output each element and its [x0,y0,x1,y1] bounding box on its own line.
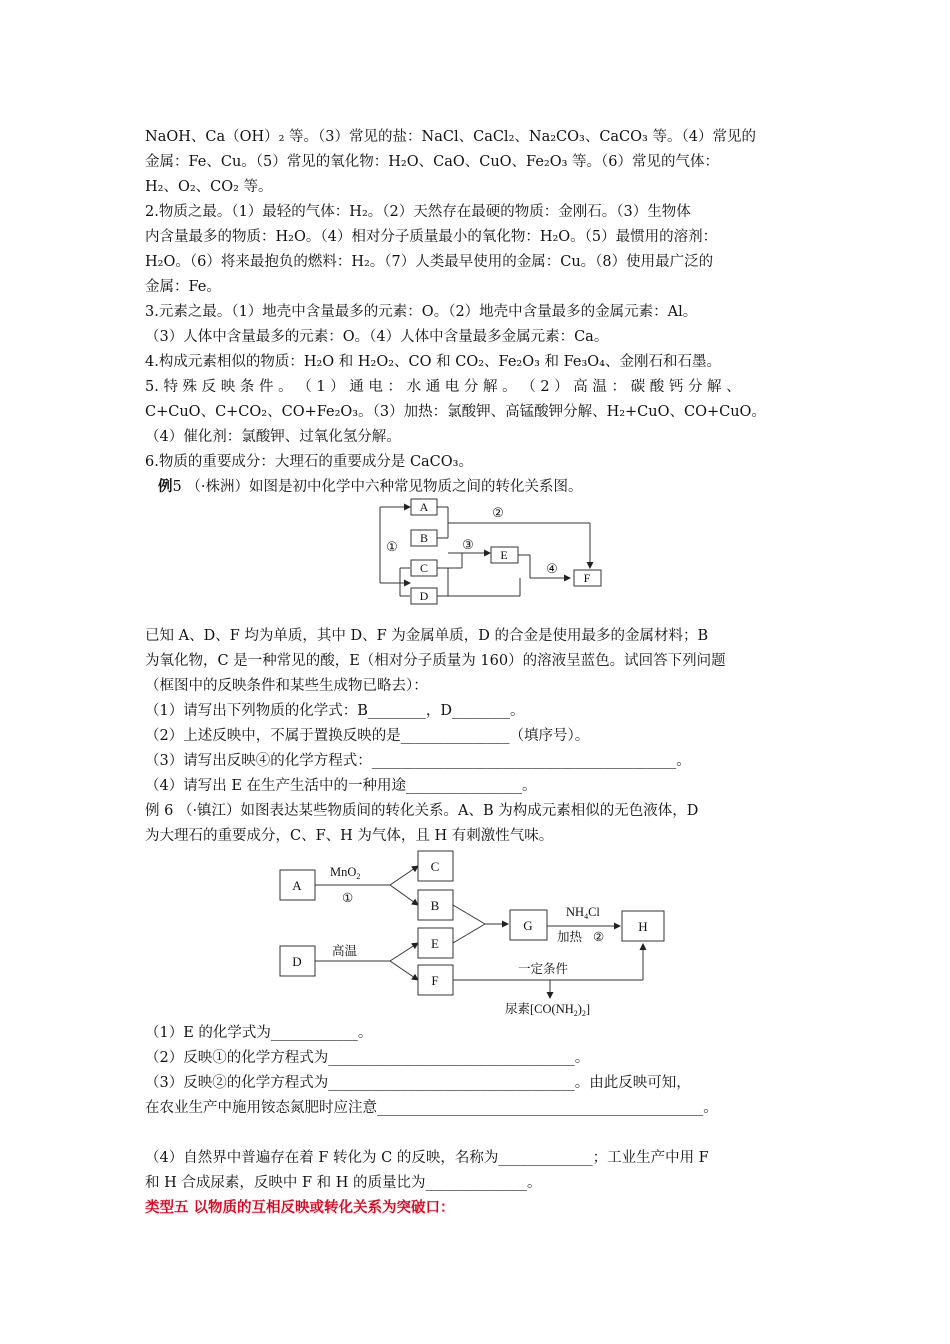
ex6-question-4: （4）自然界中普遍存在着 F 转化为 C 的反映，名称为_____________；工业生产中用 F [145,1150,709,1166]
jiare-label: 加热 [557,930,583,944]
type-5-heading: 类型五 以物质的互相反映或转化关系为突破口： [145,1200,455,1216]
nh4cl-label [566,905,600,921]
node-c-label: C [419,561,429,575]
reaction6-1-label: ① [342,891,354,905]
text-line-9: （3）人体中含量最多的元素：O。（4）人体中含量最多金属元素：Ca。 [145,329,609,345]
reaction-3-label: ③ [462,537,474,552]
ex6-question-2: （2）反映①的化学方程式为__________________________________。 [145,1050,590,1066]
tiaojian-label: 一定条件 [518,962,569,976]
example-6-diagram [270,848,690,1020]
example-5-diagram [370,495,610,610]
node-d-label: D [419,589,429,603]
urea-sub2: 2 [581,1009,586,1018]
urea-a: 尿素[CO(NH [505,1002,574,1016]
ex6-question-3b: 在农业生产中施用铵态氮肥时应注意_____________________________________________。 [145,1100,718,1116]
text-line-12: C+CuO、C+CO₂、CO+Fe₂O₃。（3）加热：氯酸钾、高锰酸钾分解、H₂+CuO、CO+CuO。 [145,404,766,420]
text-line-2: 金属：Fe、Cu。（5）常见的氧化物：H₂O、CaO、CuO、Fe₂O₃ 等。（6）常见的气体： [145,154,719,170]
node6-g-label: G [523,918,533,933]
text-line-6: H₂O。（6）将来最抱负的燃料：H₂。（7）人类最早使用的金属：Cu。（8）使用最广泛的 [145,254,714,270]
text-line-4: 2.物质之最。（1）最轻的气体：H₂。（2）天然存在最硬的物质：金刚石。（3）生物体 [145,204,691,220]
gaowen-label: 高温 [332,944,358,958]
ex6-line-2: 为大理石的重要成分，C、F、H 为气体，且 H 有刺激性气味。 [145,828,554,844]
text-line-13: （4）催化剂：氯酸钾、过氧化氢分解。 [145,429,401,445]
ex6-question-4b: 和 H 合成尿素，反映中 F 和 H 的质量比为______________。 [145,1175,542,1191]
node6-d-label: D [292,954,302,969]
node6-c-label: C [430,859,440,874]
node6-b-label: B [430,898,440,913]
text-line-10: 4.构成元素相似的物质：H₂O 和 H₂O₂、CO 和 CO₂、Fe₂O₃ 和 Fe₃O₄、金刚石和石墨。 [145,354,721,370]
ex6-question-1: （1）E 的化学式为____________。 [145,1025,373,1041]
mno2-label [330,865,360,881]
ex6-line-1: 例 6 （·镇江）如图表达某些物质间的转化关系。A、B 为构成元素相似的无色液体，D [145,803,699,819]
example-5-heading [158,477,582,497]
reaction-1-label: ① [386,539,398,554]
node6-f-label: F [431,973,439,988]
node6-h-label: H [638,919,648,934]
ex6-question-3: （3）反映②的化学方程式为__________________________________。由此反映可知， [145,1075,691,1091]
text-line-5: 内含量最多的物质：H₂O。（4）相对分子质量最小的氧化物：H₂O。（5）最惯用的溶剂： [145,229,718,245]
ex5-question-1: （1）请写出下列物质的化学式：B________，D________。 [145,703,525,719]
reaction-4-label: ④ [546,561,558,576]
reaction-2-label: ② [492,505,504,520]
text-line-7: 金属：Fe。 [145,279,221,295]
mno2-sub: 2 [356,872,361,881]
urea-label [505,1001,590,1018]
text-line-11: 5. 特 殊 反 映 条 件 。 （ 1 ） 通 电 ： 水 通 电 分 解 。 （ 2 ） 高 温 ： 碳 酸 钙 分 解 、 [145,379,741,395]
ex5-line-2: 为氧化物，C 是一种常见的酸，E（相对分子质量为 160）的溶液呈蓝色。试回答下列问题 [145,653,726,669]
ex5-line-3: （框图中的反映条件和某些生成物已略去）： [145,678,428,694]
node-e-label: E [500,548,508,562]
reaction6-2-label: ② [593,930,605,944]
text-line-14: 6.物质的重要成分：大理石的重要成分是 CaCO₃。 [145,454,473,470]
ex5-line-1: 已知 A、D、F 均为单质，其中 D、F 为金属单质，D 的合金是使用最多的金属材料；B [145,628,709,644]
node-f-label: F [583,571,591,585]
nh4cl-sub: 4 [584,912,589,921]
text-line-8: 3.元素之最。（1）地壳中含量最多的元素：O。（2）地壳中含量最多的金属元素：Al。 [145,304,698,320]
text-line-3: H₂、O₂、CO₂ 等。 [145,179,273,195]
nh4cl-tail: Cl [588,905,600,919]
urea-b: ) [577,1002,582,1016]
ex5-question-2: （2）上述反映中，不属于置换反映的是_______________（填序号）。 [145,728,590,744]
node6-e-label: E [431,936,439,951]
ex5-question-4: （4）请写出 E 在生产生活中的一种用途________________。 [145,778,537,794]
ex5-question-3: （3）请写出反映④的化学方程式：__________________________________________。 [145,753,691,769]
urea-c: ] [585,1002,591,1016]
node-b-label: B [419,531,429,545]
text-line-1: NaOH、Ca（OH）₂ 等。（3）常见的盐：NaCl、CaCl₂、Na₂CO₃、CaCO₃ 等。（4）常见的 [145,129,756,145]
node6-a-label: A [292,878,302,893]
urea-sub: 2 [573,1009,578,1018]
mno2-text: MnO [330,865,357,879]
nh4cl-text: NH [566,905,585,919]
example-5-title: 5 （·株洲）如图是初中化学中六种常见物质之间的转化关系图。 [172,479,583,495]
example-5-label: 例 [158,478,173,495]
node-a-label: A [419,500,429,514]
